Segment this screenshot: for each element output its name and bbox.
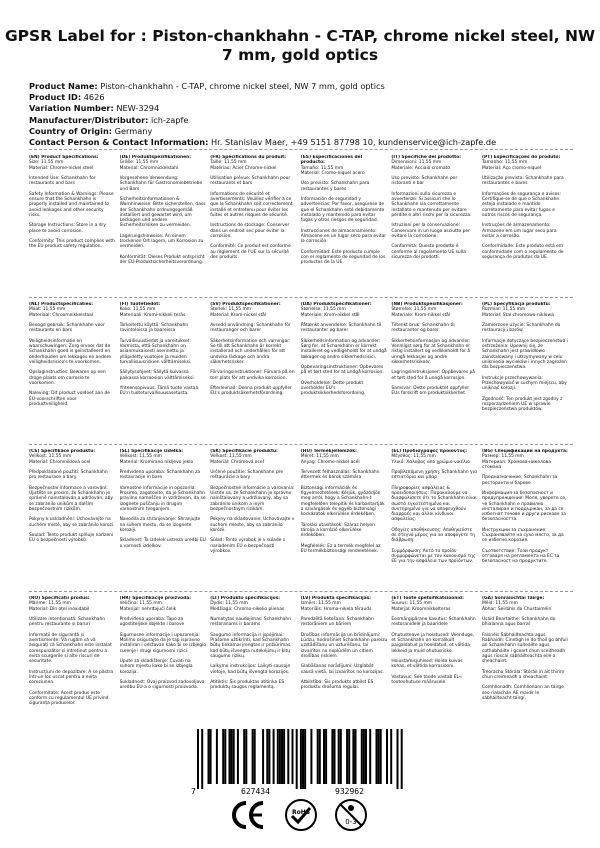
barcode-bar	[254, 729, 256, 784]
barcode-bar	[245, 729, 247, 784]
barcode-bar	[296, 729, 298, 789]
barcode-right-digits: 932962	[335, 787, 364, 796]
spec-column	[29, 302, 120, 412]
spec-column	[210, 302, 301, 412]
no-children-0-3-icon	[333, 798, 369, 832]
barcode-bar	[287, 729, 289, 784]
barcode-bar	[355, 729, 357, 784]
spec-column	[120, 596, 211, 706]
barcode-bar	[317, 729, 319, 784]
svg-text:RoHS: RoHS	[291, 809, 311, 816]
spec-column	[482, 155, 573, 265]
barcode-bar	[325, 729, 327, 784]
product-info-row	[29, 103, 589, 114]
spec-heading: (CS) Specifikace produktu:	[29, 449, 96, 454]
barcode-bar	[229, 729, 231, 784]
barcode-bar	[319, 729, 321, 784]
spec-body: Méret: 11,55 mm Anyag: Chrome-nikkel acél Tervezett felhasználás: Schankhahn éttermek és bárok számára Biztonsági információk és figyelmeztetések: Kérjük, győződjön meg arról, hogy a Schankhahn-t megfelelően telepítik és karbantartják a szivárgások és egyéb biztonsági kockázatok elkerülése érdekében. Tárolási utasítások: Száraz helyen tárolja a korrózió elkerülése érdekében. Megfelelés: Ez a termék megfelel az EU termékbiztonsági rendeletének.	[300, 454, 385, 554]
spec-body: Veličina: 11,55 mm Materijal: nehrđajući čelik Predviđena uporaba: Tapo za ugostiteljske objekte i barove Sigurnosne informacije i upozorenja: Molimo osigurajte da je tap ispravno instaliran i održavan kako bi se izbjeglo curenje i drugi sigurnosni rizici. Upute za skladištenje: Čuvati na suhom mjestu kako bi se izbjegla korozija. Sukladnost: Ovaj proizvod zadovoljava uredbu EU-a o sigurnosti proizvoda.	[119, 601, 207, 691]
product-info-value: NEW-3294	[116, 103, 160, 114]
barcode-bar	[338, 729, 340, 784]
barcode-bar	[340, 729, 342, 784]
barcode-bar	[216, 729, 218, 784]
spec-heading: (GA) Sonraíochtaí Táirge:	[481, 596, 545, 601]
product-info-row	[29, 126, 589, 137]
product-info	[29, 81, 589, 148]
barcode-bar	[277, 729, 279, 784]
spec-body: Størrelse: 11,55 mm Materiale: Krom-nikkel stål Tiltenkt bruk: Schankhahn til restauranter og barer Sikkerhetsinformasjon og advarsler: Vennligst sørg for at Schankhahn er riktig installert og vedlikeholdt for å unngå lekkasjer og andre sikkerhetsrisikoer. Lagringsinstruksjoner: Oppbevares på et tørt sted for å unngå korrosjon. Samsvar: Dette produktet oppfyller EUs forskrift om produktsikkerhet.	[391, 307, 475, 397]
spec-heading: (RO) Specificații produs:	[29, 596, 90, 601]
spec-heading: (NL) Productspecificaties:	[29, 302, 93, 307]
barcode-bar	[300, 729, 302, 789]
spec-heading: (DA) Produktspecifikationer:	[300, 302, 372, 307]
barcode-bar	[208, 729, 210, 784]
barcode-bar	[243, 729, 245, 784]
product-info-label: Product Name:	[29, 81, 98, 91]
barcode-bar	[363, 729, 365, 784]
label-title-line1: GPSR Label for : Piston-chankhahn - C-TAP, chrome nickel steel, NW	[4, 27, 596, 45]
spec-heading: (SV) Produktspecifikationer:	[210, 302, 281, 307]
spec-column	[120, 155, 211, 265]
barcode-bar	[262, 729, 264, 784]
spec-column	[120, 449, 211, 565]
spec-body: Velikost: 11,55 mm Materiál: Chromniklová ocel Předpokládané použití: Schankhahn pro restaurace a bary Bezpečnostní informace a varování: Ujistěte se prosím, že Schankhahn je správně nainstalován a udržován, aby se zabránilo únikům a dalším bezpečnostním rizikům. Pokyny k uskladnění: Uchovávejte na suchém místě, aby se zabránilo korozi. Soulad: Tento produkt splňuje nařízení EU o bezpečnosti výrobků.	[29, 454, 115, 544]
product-info-value: ich-zapfe	[151, 114, 189, 125]
product-info-value: Germany	[114, 125, 153, 136]
spec-heading: (SL) Specifikacije izdelka:	[119, 449, 184, 454]
spec-body: Izmērs: 11,55 mm Materiāls: Hroma-niķeļa tērauds Paredzētā lietošana: Schankhahn restorāniem un bāriem Drošības informācija un brīdinājumi: Lūdzu, nodrošiniet Schankhahn pareizu uzstādīšanu un uzturēšanu, lai izvairītos no noplūdēm un citiem drošības riskiem. Glabāšanas norādījumi: Uzglabāt sausā vietā, lai izvairītos no korozijas. Atbilstība: Šis produkts atbilst ES produktu drošuma regulai.	[300, 601, 388, 691]
spec-body: Dydis: 11,55 mm Medžiaga: Chromo-nikelio plienas Numatytas naudojimas: Schankhahn restoranams ir barams Saugumo informacija ir įspėjimai: Prašome užtikrinti, kad Schankhahn būtų tinkamai įrengtas ir prižiūrimas, kad būtų išvengta nutekėjimų ir kitų saugumo rizikų. Laikymo instrukcijos: Laikyti sausoje vietoje, kad būtų išvengta korozijos. Atitiktis: Šis produktas atitinka ES produktų saugos reglamentą.	[210, 601, 292, 691]
barcode-bar	[348, 729, 350, 784]
spec-column	[391, 596, 482, 706]
barcode-bar	[222, 729, 224, 784]
spec-heading: (HU) Termékjellemzők:	[300, 449, 357, 454]
spec-heading: (FI) Tuotetiedot:	[119, 302, 161, 307]
barcode-bar	[386, 729, 388, 784]
spec-body: Size: 11.55 mm Material: Chrome-nickel steel Intended Use: Schankhahn for restaurants and bars Safety Information & Warnings: Please ensure that the Schankhahn is properly installed and maintained to avoid leakages and other security risks. Storage Instructions: Store in a dry place to avoid corrosion. Conformity: This product complies with the EU product safety regulation.	[29, 160, 115, 250]
barcode-bar	[210, 729, 212, 784]
spec-body: Veľkosť: 11,55 mm Materiál: Chrómová oceľ Určené použitie: Schankhahn pre reštaurácie a bary Bezpečnostné informácie a varovania: Uistite sa, že Schankhahn je správne nainštalovaný a udržiavaný, aby sa zabránilo únikom a iným bezpečnostným rizikám. Pokyny na skladovanie: Uchovávajte v suchom mieste, aby sa zabránilo korózii. Súlad: Tento výrobok je v súlade s nariadením EÚ o bezpečnosti výrobkov.	[210, 454, 295, 554]
spec-column	[29, 449, 120, 565]
spec-block	[29, 596, 573, 706]
spec-body: Größe: 11,55 mm Material: Chromnickelstahl Vorgesehene Verwendung: Schankhahn für Gastronomiebetriebe und Bars Sicherheitsinformationen & Warnhinweise: Bitte sicherstellen, dass der Schankhahn ordnungsgemäß installiert und gewartet wird, um Leckagen und andere Sicherheitsrisiken zu vermeiden. Lagerungshinweise: An einem trockenen Ort lagern, um Korrosion zu vermeiden. Konformität: Dieses Produkt entspricht der EU-Produktsicherheitsverordnung.	[119, 160, 206, 265]
spec-heading: (ES) Especificaciones del producto:	[300, 155, 363, 166]
spec-column	[210, 449, 301, 565]
spec-column	[482, 449, 573, 565]
spec-heading: (DE) Produktspezifikationen:	[119, 155, 192, 160]
spec-column	[301, 155, 392, 265]
spec-column	[120, 302, 211, 412]
spec-body: Koko: 11,55 mm Materiaali: Kromi-nikkeli teräs Tarkoitettu käyttö: Schankhahn ravintoloissa ja baareissa Turvallisuustiedot ja varoitukset: Varmista, että Schankhahn on asianmukaisesti asennettu ja ylläpidetty vuotojen ja muiden turvallisuusriskien välttämiseksi. Säilytysohjeet: Säilytä kuivassa paikassa korroosion välttämiseksi. Yhteensopivuus: Tämä tuote vastaa EU:n tuoteturvallisuusasetusta.	[119, 307, 199, 397]
spec-column	[301, 449, 392, 565]
barcode-bar	[233, 729, 235, 784]
spec-heading: (PT) Especificações do produto:	[481, 155, 561, 160]
spec-heading: (LT) Produkto specifikacijos:	[210, 596, 281, 601]
spec-heading: (ET) Toote spetsifikatsioonid:	[391, 596, 464, 601]
spec-body: Velikost: 11,55 mm Material: Kromirano nikljevo jeklo Predvidena uporaba: Schankhahn za restavracije in bare Varnostne informacije in opozorila: Prosimo, zagotovite, da je Schankhahn pravilno nameščen in vzdrževan, da se izognete puščanju in drugim varnostnim tveganjem. Navodila za shranjevanje: Shranjujte na suhem mestu, da se izognete koroziji. Skladnost: Ta izdelek ustreza uredbi EU o varnosti izdelkov.	[119, 454, 206, 549]
divider	[29, 591, 573, 592]
spec-body: Maat: 11,55 mm Materiaal: Chroomnikkelstaal Beoogd gebruik: Schankhahn voor restaurants en bars Veiligheidsinformatie en waarschuwingen: Zorg ervoor dat de Schankhahn goed is geïnstalleerd en onderhouden om lekkages en andere veiligheidsrisico's te voorkomen. Opslaginstructies: Bewaren op een droge plaats om corrosie te voorkomen. Naleving: Dit product voldoet aan de EU-voorschriften voor productveiligheid.	[29, 307, 112, 407]
spec-block	[29, 155, 573, 265]
product-info-label: Product ID:	[29, 92, 82, 103]
spec-body: Méid: 11,55 mm Ábhar: Seirbhís do Chustaiméirí Úsáid Beartaithe: Schankhahn do bhialanna agus barraí Faisnéis Sábháilteachta agus Rabhaidh: Cinntigh le do thoil go bhfuil an Schankhahn suiteáilte agus cothabháilte i gceart chun sceitheadh agus rioscaí sábháilteachta eile a sheachaint. Treoracha Stórála: Stóráil in áit thirim chun creimeadh a sheachaint. Comhlíonadh: Comhlíonann an táirge seo rialachán AE maidir le sábháilteacht táirgí.	[481, 601, 568, 701]
barcode	[183, 727, 419, 797]
product-info-row	[29, 92, 589, 103]
product-info-row	[29, 115, 589, 126]
spec-column	[391, 302, 482, 412]
spec-heading: (EL) Προδιαγραφές προϊόντος:	[391, 449, 467, 454]
spec-heading: (LV) Produkta specifikācijas:	[300, 596, 372, 601]
spec-heading: (BG) Спецификации на продукта:	[481, 449, 568, 454]
barcode-bar	[369, 729, 371, 784]
spec-column	[301, 302, 392, 412]
spec-block	[29, 302, 573, 412]
spec-column	[210, 155, 301, 265]
spec-body: Rozmiar: 11,55 mm Materiał: Stal chromowo-niklowa Zamierzone użycie: Schankhahn do restauracji i barów Informacje dotyczące bezpieczeństwa i ostrzeżenia: Upewnij się, że Schankhahn jest prawidłowo zainstalowany i utrzymywany w celu uniknięcia wycieków i innych zagrożeń dla bezpieczeństwa. Instrukcje przechowywania: Przechowywać w suchym miejscu, aby uniknąć korozji. Zgodność: Ten produkt jest zgodny z rozporządzeniem UE w sprawie bezpieczeństwa produktów.	[481, 307, 569, 412]
barcode-bar	[252, 729, 254, 784]
barcode-bar	[302, 729, 304, 789]
spec-heading: (HR) Specifikacije proizvoda:	[119, 596, 191, 601]
spec-heading: (EN) Product Specifications:	[29, 155, 99, 160]
barcode-bar	[323, 729, 325, 784]
barcode-bar	[361, 729, 363, 784]
barcode-bar	[197, 729, 199, 789]
divider	[29, 444, 573, 445]
spec-heading: (SK) Špecifikácie produktu:	[210, 449, 278, 454]
spec-heading: (NB) Produktspesifikasjoner:	[391, 302, 463, 307]
spec-body: Mărime: 11,55 mm Material: Din oțel inoxidabil Utilizare intenționată: Schankhahn pentru restaurante și baruri Informații de siguranță și avertismente: Vă rugăm să vă asigurați că Schankhahn este instalat corespunzător și întreținut pentru a evita scurgerile și alte riscuri de securitate. Instrucțiuni de depozitare: A se păstra într-un loc uscat pentru a evita coroziunea. Conformitate: Acest produs este conform cu regulamentul UE privind siguranța produselor.	[29, 601, 114, 706]
barcode-bar	[268, 729, 270, 784]
barcode-bar	[378, 729, 380, 784]
barcode-bar	[346, 729, 348, 784]
barcode-bar	[266, 729, 268, 784]
product-info-label: Country of Origin:	[29, 125, 113, 136]
spec-body: Størrelse: 11,55 mm Materiale: Krom-nikkel stål Påtænkt anvendelse: Schankhahn til restauranter og barer Sikkerhedsinformation og advarsler: Sørg for, at Schankhahn er korrekt installeret og vedligeholdt for at undgå lækager og andre sikkerhedsrisici. Opbevaringsinstruktioner: Opbevares på et tørt sted for at undgå korrosion. Overholdelse: Dette produkt overholder EU's produktsikkerhedsforordning.	[300, 307, 387, 397]
spec-body: Storlek: 11,55 mm Material: Krom-nickel stål Avsedd användning: Schankhahn för restauranger och barer Säkerhetsinformation och varningar: Se till att Schankhahn är korrekt installerad och underhållen för att undvika läckage och andra säkerhetsrisker. Förvaringsinstruktioner: Förvara på en torr plats för att undvika korrosion. Efterlevnad: Denna produkt uppfyller EU:s produktsäkerhetsförordning.	[210, 307, 295, 397]
product-info-row	[29, 137, 589, 148]
spec-column	[391, 449, 482, 565]
divider	[29, 149, 573, 150]
spec-body: Tamanho: 11,55 mm Material: Aço cromo-níquel Utilização prevista: Schankhahn para restaurantes e bares Informações de segurança e avisos: Certifique-se de que o Schankhahn esteja instalado e mantido corretamente para evitar fugas e outros riscos de segurança. Instruções de armazenamento: Armazene em um lugar seco para evitar a corrosão. Conformidade: Este produto está em conformidade com o regulamento de segurança de produtos da UE.	[481, 160, 564, 260]
spec-body: Размер: 11,55 mm Материал: Хромова-никелова стомана Предназначение: Schankhahn за ресторанти и барове Информация за безопасност и предупреждения: Моля, уверете се, че Schankhahn е правилно инсталиран и поддържан, за да се избегнат течове и други рискове за безопасността. Инструкции за съхранение: Съхранявайте на сухо място, за да се избегне корозия. Съответствие: Този продукт отговаря на регламента на ЕС за безопасност на продуктите.	[481, 454, 567, 565]
spec-body: Dimensioni: 11,55 mm Materiale: Acciaio cromato Uso previsto: Schankhahn per ristoranti e bar Informazioni sulla sicurezza e avvertenze: Si assicuri che lo Schankhahn sia correttamente installato e mantenuto per evitare perdite e altri rischi per la sicurezza. Istruzioni per la conservazione: Conservare in un luogo asciutto per evitare la corrosione. Conformità: Questo prodotto è conforme al regolamento UE sulla sicurezza dei prodotti.	[391, 160, 472, 260]
barcode-bar	[224, 729, 226, 784]
barcode-bar	[352, 729, 354, 784]
product-info-value: 4626	[83, 92, 105, 103]
product-info-value: Hr. Stanislav Maer, +49 5151 87798 10, kundenservice@ich-zapfe.de	[211, 137, 497, 148]
spec-heading: (IT) Specifiche del prodotto:	[391, 155, 462, 160]
barcode-bar	[237, 729, 239, 784]
barcode-bar	[273, 729, 275, 784]
spec-heading: (FR) Spécifications du produit:	[210, 155, 286, 160]
product-info-row	[29, 81, 589, 92]
barcode-bar	[201, 729, 203, 789]
barcode-left-digits: 627434	[241, 787, 270, 796]
barcode-bar	[401, 729, 403, 789]
spec-column	[482, 596, 573, 706]
barcode-bar	[365, 729, 367, 784]
product-info-value: Piston-chankhahn - C-TAP, chrome nickel steel, NW 7 mm, gold optics	[100, 81, 385, 91]
spec-body: Tamaño: 11,55 mm Material: Cromo-níquel acero Uso previsto: Schankhahn para restaurantes y bares Información de seguridad y advertencias: Por favor, asegúrese de que el Schankhahn esté debidamente instalado y mantenido para evitar fugas y otros riesgos de seguridad. Instrucciones de almacenamiento: Almacene en un lugar seco para evitar la corrosión. Conformidad: Este producto cumple con el reglamento de seguridad de los productos de la UE.	[300, 165, 387, 265]
barcode-bar	[397, 729, 399, 789]
label-title-line2: 7 mm, gold optics	[221, 46, 379, 64]
barcode-bar	[292, 729, 294, 784]
barcode-bar	[310, 729, 312, 784]
spec-body: Μέγεθος: 11,55 mm Υλικό: Χάλυβας από χρώμιο-νικέλιο Προβλεπόμενη χρήση: Schankhahn για εστιατόρια και μπαρ Πληροφορίες ασφάλειας & προειδοποιήσεις: Παρακαλούμε να διασφαλίσετε ότι το Schankhahn είναι σωστά εγκατεστημένο και συντηρημένο για να αποφευχθούν διαρροές και άλλοι κίνδυνοι ασφαλείας. Οδηγίες αποθήκευσης: Αποθηκεύστε σε στεγνό μέρος για να αποφύγετε τη διάβρωση. Συμμόρφωση: Αυτό το προϊόν συμμορφώνεται με τον κανονισμό της ΕΕ για την ασφάλεια των προϊόντων.	[391, 454, 478, 565]
barcode-bar	[304, 729, 306, 789]
barcode-bar	[231, 729, 233, 784]
spec-column	[29, 596, 120, 706]
divider	[29, 297, 573, 298]
product-info-label: Contact Person & Contact Information:	[29, 137, 209, 148]
spec-block	[29, 449, 573, 565]
barcode-bar	[380, 729, 382, 784]
barcode-bar	[281, 729, 283, 784]
spec-column	[29, 155, 120, 265]
barcode-bar	[279, 729, 281, 784]
barcode-bar	[283, 729, 285, 784]
barcode-bar	[376, 729, 378, 784]
spec-column	[301, 596, 392, 706]
spec-heading: (PL) Specyfikacja produktu:	[481, 302, 551, 307]
product-info-label: Variation Number:	[29, 103, 114, 114]
spec-column	[210, 596, 301, 706]
spec-body: Taille: 11,55 mm Matériau: Acier Chrome-nickel Utilisation prévue: Schankhahn pour restaurants et bars Informations de sécurité et avertissements: Veuillez vérifier à ce que le Schankhahn soit correctement installé et entretenu pour éviter les fuites et autres risques de sécurité. Instructions de stockage: Conserver dans un endroit sec pour éviter la corrosion. Conformité: Ce produit est conforme au règlement de l'UE sur la sécurité des produits.	[210, 160, 293, 260]
rohs-icon	[283, 798, 319, 832]
barcode-bar	[334, 729, 336, 784]
product-info-label: Manufacturer/Distributor:	[29, 114, 149, 125]
barcode-bar	[390, 729, 392, 784]
barcode-lead-digit: 7	[191, 787, 196, 796]
spec-column	[391, 155, 482, 265]
barcode-bar	[331, 729, 333, 784]
spec-body: Suurus: 11,55 mm Materjal: Kroomnikkelteras Eesmärgipärane kasutus: Schankhahn restoranidele ja baaridele Ohutusteave ja hoiatused: Veenduge, et Schankhahn on korralikult paigaldatud ja hooldatud, et vältida lekkeid ja muid ohutusriske. Hoiustamisjuhised: Hoida kuivas kohas, et vältida korrosiooni. Vastavus: See toode vastab EL-i tooteohutuse määrusele.	[391, 601, 476, 685]
ce-mark-icon	[230, 798, 266, 832]
spec-column	[482, 302, 573, 412]
svg-text:0-3: 0-3	[345, 818, 357, 826]
